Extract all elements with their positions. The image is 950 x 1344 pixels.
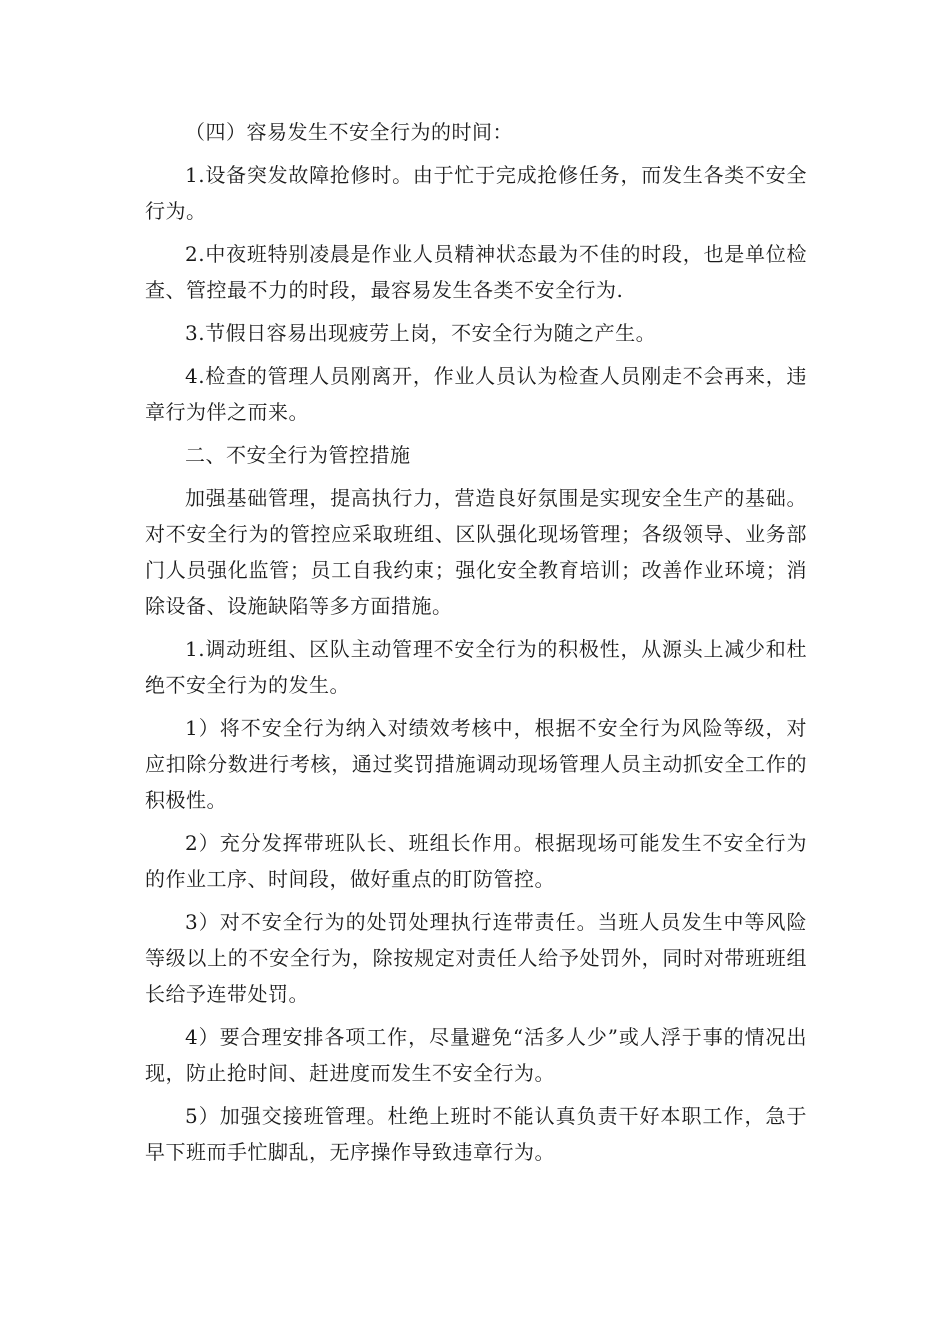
paragraph-subitem-1: 1）将不安全行为纳入对绩效考核中，根据不安全行为风险等级，对应扣除分数进行考核，通过奖罚措施调动现场管理人员主动抓安全工作的积极性。 [145, 716, 807, 812]
paragraph-subitem-4: 4）要合理安排各项工作，尽量避免“活多人少”或人浮于事的情况出现，防止抢时间、赶进度而发生不安全行为。 [145, 1025, 807, 1085]
paragraph-subitem-2: 2）充分发挥带班队长、班组长作用。根据现场可能发生不安全行为的作业工序、时间段，做好重点的盯防管控。 [145, 831, 807, 891]
section-heading-measures: 二、不安全行为管控措施 [185, 443, 411, 467]
paragraph-intro: 加强基础管理，提高执行力，营造良好氛围是实现安全生产的基础。对不安全行为的管控应采取班组、区队强化现场管理；各级领导、业务部门人员强化监管；员工自我约束；强化安全教育培训；改善作业环境；消除设备、设施缺陷等多方面措施。 [145, 486, 807, 618]
paragraph-subitem-3: 3）对不安全行为的处罚处理执行连带责任。当班人员发生中等风险等级以上的不安全行为，除按规定对责任人给予处罚外，同时对带班班组长给予连带处罚。 [145, 910, 807, 1006]
paragraph-item-3: 3.节假日容易出现疲劳上岗，不安全行为随之产生。 [185, 321, 657, 345]
document-body [145, 114, 807, 1177]
section-heading-time: （四）容易发生不安全行为的时间： [185, 120, 513, 144]
paragraph-item-2: 2.中夜班特别凌晨是作业人员精神状态最为不佳的时段，也是单位检查、管控最不力的时段，最容易发生各类不安全行为. [145, 242, 807, 302]
paragraph-item-4: 4.检查的管理人员刚离开，作业人员认为检查人员刚走不会再来，违章行为伴之而来。 [145, 364, 807, 424]
paragraph-measure-1: 1.调动班组、区队主动管理不安全行为的积极性，从源头上减少和杜绝不安全行为的发生。 [145, 637, 807, 697]
paragraph-subitem-5: 5）加强交接班管理。杜绝上班时不能认真负责干好本职工作，急于早下班而手忙脚乱，无序操作导致违章行为。 [145, 1104, 807, 1164]
paragraph-item-1: 1.设备突发故障抢修时。由于忙于完成抢修任务，而发生各类不安全行为。 [145, 163, 807, 223]
